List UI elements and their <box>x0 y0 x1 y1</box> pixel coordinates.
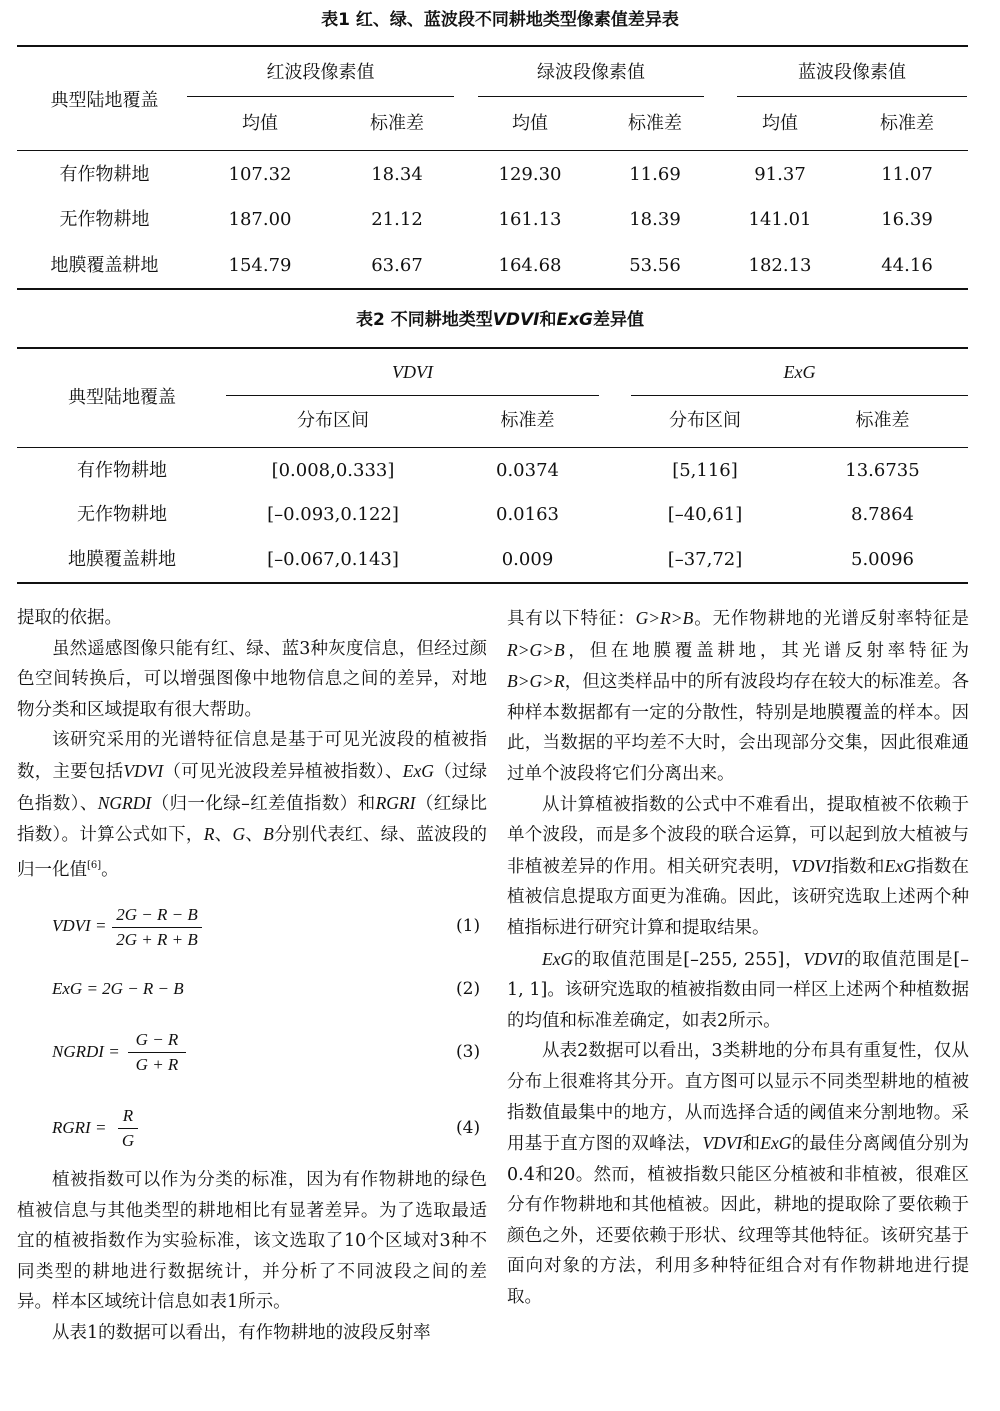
table1-cell: 44.16 <box>881 255 933 276</box>
table1-cell: 91.37 <box>754 164 806 185</box>
table1-cell: 11.07 <box>881 164 933 185</box>
table2-sub-range-exg: 分布区间 <box>669 410 741 431</box>
table2-row-header: 典型陆地覆盖 <box>68 387 176 408</box>
paragraph: 提取的依据。 <box>17 608 122 628</box>
table2-cell: [–40,61] <box>667 504 743 525</box>
paragraph: 虽然遥感图像只能有红、绿、蓝3种灰度信息，但经过颜色空间转换后，可以增强图像中地物信息之间的差异，对地物分类和区域提取有很大帮助。 <box>17 638 487 720</box>
table1-row-label: 无作物耕地 <box>59 209 150 230</box>
table1-cell: 141.01 <box>748 209 812 230</box>
paragraph: 该研究采用的光谱特征信息是基于可见光波段的植被指数，主要包括VDVI（可见光波段差异植被指数）、ExG（过绿色指数）、NGRDI（归一化绿–红差值指数）和RGRI（红绿比指数）。计算公式如下，R、G、B分别代表红、绿、蓝波段的归一化值[6]。 <box>17 730 488 880</box>
formula-1-denominator: 2G + R + B <box>116 930 198 949</box>
table2-cell: 0.009 <box>501 549 554 570</box>
table2-cell: [5,116] <box>672 460 738 481</box>
table2-cell: 0.0163 <box>496 504 559 525</box>
table2-cell: 0.0374 <box>496 460 559 481</box>
formula-3-lhs: NGRDI = <box>52 1042 120 1061</box>
formula-4-number: (4) <box>456 1118 481 1138</box>
formula-4-fraction <box>118 1106 138 1151</box>
left-column-bottom <box>17 1165 487 1349</box>
table2-cell: [–0.067,0.143] <box>267 549 399 570</box>
table1-cell: 161.13 <box>498 209 562 230</box>
fraction-bar <box>128 1052 186 1053</box>
table2-cell: [–0.093,0.122] <box>267 504 399 525</box>
table1-bottom-rule <box>17 288 968 290</box>
formula-1-numerator: 2G − R − B <box>116 905 198 924</box>
formula-4-lhs: RGRI = <box>52 1118 107 1137</box>
table2-group-exg: ExG <box>783 362 816 382</box>
table2-top-rule <box>17 347 968 349</box>
table2-sub-std-vdvi: 标准差 <box>500 410 555 431</box>
table1-group-rule-green <box>478 96 704 97</box>
table1-sub-std-green: 标准差 <box>628 113 682 134</box>
table2-sub-range-vdvi: 分布区间 <box>297 410 369 431</box>
table1-sub-mean-blue: 均值 <box>762 113 798 134</box>
fraction-bar <box>118 1128 138 1129</box>
table1-cell: 53.56 <box>629 255 681 276</box>
table1-cell: 154.79 <box>228 255 292 276</box>
table1-group-rule-red <box>187 96 454 97</box>
formula-3-denominator: G + R <box>135 1055 179 1074</box>
table1-sub-std-red: 标准差 <box>370 113 424 134</box>
table2-row-label: 地膜覆盖耕地 <box>68 549 176 570</box>
fraction-bar <box>112 927 202 928</box>
right-column <box>507 603 969 1313</box>
table1-header-rule <box>17 150 968 151</box>
table1-cell: 63.67 <box>371 255 423 276</box>
table2-row-label: 有作物耕地 <box>77 460 167 481</box>
table2-cell: 8.7864 <box>851 504 914 525</box>
paragraph: ExG的取值范围是[–255, 255]，VDVI的取值范围是[–1, 1]。该研究选取的植被指数由同一样区上述两个种植数据的均值和标准差确定，如表2所示。 <box>507 948 970 1031</box>
table2-group-rule-vdvi <box>226 395 599 396</box>
table1-row-label: 有作物耕地 <box>59 164 150 185</box>
table2-bottom-rule <box>17 582 968 584</box>
table1-group-red: 红波段像素值 <box>266 62 375 83</box>
formula-3-numerator: G − R <box>135 1030 179 1049</box>
paragraph: 从计算植被指数的公式中不难看出，提取植被不依赖于单个波段，而是多个波段的联合运算，可以起到放大植被与非植被差异的作用。相关研究表明，VDVI指数和ExG指数在植被信息提取方面更为准确。因此，该研究选取上述两个种植指标进行研究计算和提取结果。 <box>507 794 970 938</box>
paragraph: 植被指数可以作为分类的标准，因为有作物耕地的绿色植被信息与其他类型的耕地相比有显著差异。为了选取最适宜的植被指数作为实验标准，该文选取了10个区域对3种不同类型的耕地进行数据统计，并分析了不同波段之间的差异。样本区域统计信息如表1所示。 <box>17 1170 487 1313</box>
table2-cell: 13.6735 <box>845 460 920 481</box>
table1-group-blue: 蓝波段像素值 <box>798 62 906 83</box>
table1-group-green: 绿波段像素值 <box>537 62 645 83</box>
paragraph: 从表1的数据可以看出，有作物耕地的波段反射率 <box>52 1322 431 1343</box>
table2-cell: [–37,72] <box>667 549 743 570</box>
table1-cell: 107.32 <box>228 164 292 185</box>
table1-cell: 182.13 <box>748 255 812 276</box>
formula-4-denominator: G <box>121 1131 135 1150</box>
table2-cell: [0.008,0.333] <box>271 460 395 481</box>
table2-group-rule-exg <box>631 395 968 396</box>
table1-caption: 表1 红、绿、蓝波段不同耕地类型像素值差异表 <box>321 10 679 30</box>
table2-group-vdvi: VDVI <box>392 362 433 382</box>
formula-3-number: (3) <box>456 1042 481 1062</box>
paragraph: 具有以下特征：G>R>B。无作物耕地的光谱反射率特征是R>G>B，但在地膜覆盖耕地，其光谱反射率特征为B>G>R，但这类样品中的所有波段均存在较大的标准差。各种样本数据都有一定的分散性，特别是地膜覆盖的样本。因此，当数据的平均差不大时，会出现部分交集，因此很难通过单个波段将它们分离出来。 <box>507 608 970 784</box>
formula-2-number: (2) <box>456 979 481 999</box>
table2-row-label: 无作物耕地 <box>77 504 167 525</box>
table2-cell: 5.0096 <box>851 549 914 570</box>
formula-4-numerator: R <box>122 1106 134 1125</box>
formula-1-lhs: VDVI = <box>52 916 107 935</box>
formula-1-fraction <box>112 905 202 950</box>
table1-sub-mean-green: 均值 <box>512 113 548 134</box>
table1-row-header: 典型陆地覆盖 <box>50 90 159 111</box>
table1-row-label: 地膜覆盖耕地 <box>50 255 159 276</box>
table1-top-rule <box>17 45 968 47</box>
formula-2: ExG = 2G − R − B <box>52 979 184 998</box>
table1-cell: 16.39 <box>881 209 933 230</box>
table1-cell: 21.12 <box>371 209 423 230</box>
table2-caption: 表2 不同耕地类型VDVI和ExG差异值 <box>355 310 645 330</box>
table2-sub-std-exg: 标准差 <box>855 410 910 431</box>
table1-cell: 18.39 <box>629 209 681 230</box>
left-column-top <box>17 603 487 885</box>
table1-cell: 18.34 <box>371 164 423 185</box>
formula-1-number: (1) <box>456 916 481 936</box>
table1-cell: 129.30 <box>498 164 562 185</box>
formula-3-fraction <box>128 1030 186 1075</box>
table1-group-rule-blue <box>737 96 967 97</box>
table1-sub-mean-red: 均值 <box>242 113 278 134</box>
paragraph: 从表2数据可以看出，3类耕地的分布具有重复性，仅从分布上很难将其分开。直方图可以显示不同类型耕地的植被指数值最集中的地方，从而选择合适的阈值来分割地物。采用基于直方图的双峰法，VDVI和ExG的最佳分离阈值分别为0.4和20。然而，植被指数只能区分植被和非植被，很难区分有作物耕地和其他植被。因此，耕地的提取除了要依赖于颜色之外，还要依赖于形状、纹理等其他特征。该研究基于面向对象的方法，利用多种特征组合对有作物耕地进行提取。 <box>507 1041 970 1308</box>
table1-cell: 187.00 <box>228 209 292 230</box>
table1-cell: 11.69 <box>629 164 681 185</box>
table2-header-rule <box>17 447 968 448</box>
table1-sub-std-blue: 标准差 <box>880 113 934 134</box>
table1-cell: 164.68 <box>498 255 562 276</box>
